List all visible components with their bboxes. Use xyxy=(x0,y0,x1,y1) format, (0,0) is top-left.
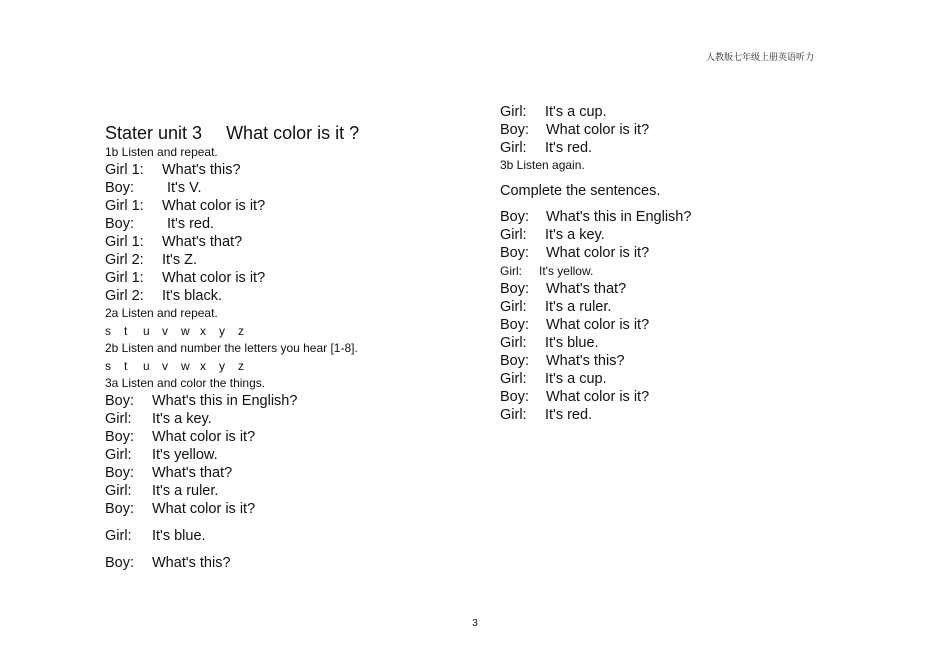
letter: y xyxy=(219,359,225,373)
utterance: What color is it? xyxy=(546,317,650,333)
dialog-line xyxy=(500,121,860,139)
utterance: What color is it? xyxy=(152,501,256,517)
speaker: Boy: xyxy=(105,501,135,517)
dialog-line xyxy=(105,197,465,215)
speaker: Girl: xyxy=(105,411,132,427)
utterance: It's yellow. xyxy=(539,264,594,278)
unit-title-part1: Stater unit 3 xyxy=(105,123,203,143)
dialog-line xyxy=(500,370,860,388)
utterance: What's this? xyxy=(162,162,241,178)
letter: t xyxy=(124,359,128,373)
dialog-line xyxy=(105,215,465,233)
dialog-line xyxy=(500,388,860,406)
speaker: Boy: xyxy=(105,180,135,196)
utterance: What color is it? xyxy=(152,429,256,445)
utterance: It's yellow. xyxy=(152,447,218,463)
utterance: It's red. xyxy=(545,407,593,423)
speaker: Girl 1: xyxy=(105,234,144,250)
page-header: 人教版七年级上册英语听力 xyxy=(705,53,814,63)
speaker: Girl: xyxy=(500,335,527,351)
dialog-line xyxy=(500,406,860,424)
dialog-3a-continued xyxy=(500,103,860,157)
dialog-line xyxy=(105,482,465,500)
dialog-line xyxy=(500,316,860,334)
dialog-line xyxy=(105,527,465,545)
speaker: Girl: xyxy=(105,447,132,463)
instruction-2b: 2b Listen and number the letters you hear [1-8]. xyxy=(105,341,358,355)
utterance: What color is it? xyxy=(162,198,266,214)
letter: t xyxy=(124,324,128,338)
dialog-line xyxy=(105,269,465,287)
page-number: 3 xyxy=(472,618,478,629)
letter: z xyxy=(238,359,244,373)
speaker: Girl: xyxy=(500,407,527,423)
dialog-1b xyxy=(105,161,465,305)
letter: y xyxy=(219,324,225,338)
letter: v xyxy=(162,359,168,373)
dialog-line xyxy=(105,392,465,410)
dialog-line xyxy=(500,298,860,316)
speaker: Boy: xyxy=(500,209,530,225)
speaker: Boy: xyxy=(500,281,530,297)
speaker: Girl 1: xyxy=(105,198,144,214)
instruction-1b: 1b Listen and repeat. xyxy=(105,145,218,159)
utterance: It's red. xyxy=(545,140,593,156)
speaker: Boy: xyxy=(105,429,135,445)
utterance: What's this in English? xyxy=(152,393,298,409)
speaker: Girl: xyxy=(500,227,527,243)
dialog-line xyxy=(105,464,465,482)
utterance: What color is it? xyxy=(162,270,266,286)
complete-instruction: Complete the sentences. xyxy=(500,183,661,199)
utterance: It's blue. xyxy=(545,335,599,351)
left-column xyxy=(105,122,465,572)
dialog-line xyxy=(105,554,465,572)
utterance: It's a key. xyxy=(545,227,605,243)
letter: u xyxy=(143,359,150,373)
dialog-line xyxy=(105,251,465,269)
dialog-line xyxy=(500,352,860,370)
utterance: It's a cup. xyxy=(545,104,607,120)
utterance: What's that? xyxy=(162,234,243,250)
speaker: Girl: xyxy=(500,299,527,315)
utterance: What's this in English? xyxy=(546,209,692,225)
utterance: It's red. xyxy=(167,216,215,232)
utterance: It's blue. xyxy=(152,528,206,544)
dialog-line xyxy=(500,280,860,298)
letter: w xyxy=(181,359,190,373)
speaker: Girl: xyxy=(500,104,527,120)
unit-title xyxy=(105,122,465,144)
dialog-line xyxy=(500,139,860,157)
letter: s xyxy=(105,359,111,373)
dialog-line xyxy=(105,410,465,428)
utterance: What color is it? xyxy=(546,122,650,138)
speaker: Boy: xyxy=(500,353,530,369)
dialog-line xyxy=(500,208,860,226)
letter: x xyxy=(200,359,206,373)
letter-row-2b xyxy=(105,357,465,375)
instruction-3b: 3b Listen again. xyxy=(500,158,585,172)
utterance: What color is it? xyxy=(546,389,650,405)
dialog-line-small xyxy=(500,262,860,280)
letter: u xyxy=(143,324,150,338)
utterance: It's a ruler. xyxy=(545,299,612,315)
letter: v xyxy=(162,324,168,338)
dialog-line xyxy=(105,161,465,179)
speaker: Girl 1: xyxy=(105,270,144,286)
dialog-line xyxy=(105,233,465,251)
utterance: It's black. xyxy=(162,288,222,304)
dialog-line xyxy=(500,334,860,352)
speaker: Boy: xyxy=(500,122,530,138)
unit-title-part2: What color is it ? xyxy=(226,123,360,143)
dialog-line xyxy=(105,179,465,197)
speaker: Boy: xyxy=(105,555,135,571)
utterance: It's a ruler. xyxy=(152,483,219,499)
speaker: Girl 1: xyxy=(105,162,144,178)
utterance: It's a cup. xyxy=(545,371,607,387)
instruction-3a: 3a Listen and color the things. xyxy=(105,376,266,390)
utterance: It's V. xyxy=(167,180,202,196)
dialog-3a xyxy=(105,392,465,518)
instruction-2a: 2a Listen and repeat. xyxy=(105,306,218,320)
utterance: What's this? xyxy=(152,555,231,571)
dialog-3b-part1 xyxy=(500,208,860,262)
dialog-line xyxy=(500,103,860,121)
letter: x xyxy=(200,324,206,338)
dialog-3b-part2 xyxy=(500,280,860,424)
dialog-line xyxy=(105,500,465,518)
utterance: What's that? xyxy=(546,281,627,297)
speaker: Boy: xyxy=(500,389,530,405)
utterance: What color is it? xyxy=(546,245,650,261)
utterance: What's this? xyxy=(546,353,625,369)
speaker: Girl 2: xyxy=(105,288,144,304)
letter-row-2a xyxy=(105,322,465,340)
letter: z xyxy=(238,324,244,338)
utterance: It's a key. xyxy=(152,411,212,427)
dialog-line xyxy=(500,244,860,262)
letter: w xyxy=(181,324,190,338)
speaker: Girl: xyxy=(105,528,132,544)
dialog-line xyxy=(500,226,860,244)
speaker: Girl 2: xyxy=(105,252,144,268)
speaker: Boy: xyxy=(105,393,135,409)
speaker: Boy: xyxy=(500,317,530,333)
speaker: Girl: xyxy=(500,264,522,278)
speaker: Boy: xyxy=(105,465,135,481)
dialog-line xyxy=(105,446,465,464)
speaker: Boy: xyxy=(105,216,135,232)
right-column xyxy=(500,103,860,424)
utterance: It's Z. xyxy=(162,252,197,268)
dialog-line xyxy=(105,287,465,305)
letter: s xyxy=(105,324,111,338)
dialog-line xyxy=(105,428,465,446)
utterance: What's that? xyxy=(152,465,233,481)
speaker: Girl: xyxy=(500,140,527,156)
speaker: Girl: xyxy=(105,483,132,499)
speaker: Boy: xyxy=(500,245,530,261)
speaker: Girl: xyxy=(500,371,527,387)
